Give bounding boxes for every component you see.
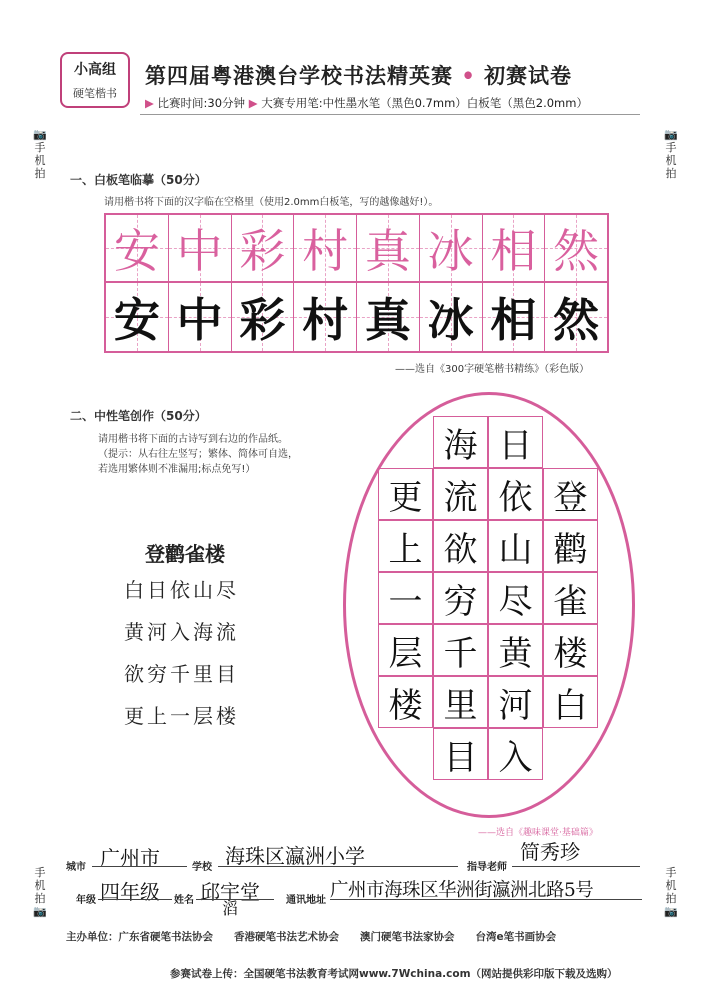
- title-main: 第四届粤港澳台学校书法精英赛: [145, 63, 453, 88]
- camera-label-left-top: [32, 128, 48, 180]
- grid-cell: 欲: [433, 520, 488, 572]
- grid-cell: 上: [378, 520, 433, 572]
- section2-instruction-3: 若选用繁体则不准漏用;标点免写!）: [98, 464, 256, 475]
- section2-instruction-1: 请用楷书将下面的古诗写到右边的作品纸。: [98, 434, 288, 445]
- model-cell: 冰: [419, 215, 482, 281]
- name-underline: [196, 899, 274, 900]
- grade-underline: [98, 899, 172, 900]
- header-divider: [140, 114, 640, 115]
- model-cell: 彩: [231, 215, 294, 281]
- grid-cell: 登: [543, 468, 598, 520]
- writing-row: [104, 283, 609, 353]
- model-cell: 然: [544, 215, 607, 281]
- grid-cell: 黄: [488, 624, 543, 676]
- grid-cell: 河: [488, 676, 543, 728]
- address-value[interactable]: 广州市海珠区华洲街瀛洲北路5号: [330, 880, 594, 901]
- camera-icon: 📷: [664, 905, 678, 918]
- grade-value[interactable]: 四年级: [100, 880, 160, 904]
- camera-icon: 📷: [33, 128, 47, 141]
- grid-cell: 依: [488, 468, 543, 520]
- exam-info: [145, 95, 588, 111]
- grid-cell: 入: [488, 728, 543, 780]
- poem-title: 登鹳雀楼: [145, 542, 225, 566]
- section2-heading: 二、中性笔创作（50分）: [70, 409, 207, 423]
- upload-notice: 参赛试卷上传：全国硬笔书法教育考试网www.7Wchina.com（网站提供彩印版下载及选购）: [170, 968, 618, 980]
- name-value-extra: 滔: [222, 899, 239, 918]
- writing-cell: 村: [293, 283, 356, 351]
- model-cell: 真: [356, 215, 419, 281]
- grid-cell: 尽: [488, 572, 543, 624]
- camera-text: 手机拍: [665, 866, 677, 905]
- grid-cell: 日: [488, 416, 543, 468]
- school-underline: [218, 866, 458, 867]
- poem-line: 白日依山尽: [124, 578, 239, 602]
- school-label: 学校: [192, 862, 212, 873]
- writing-cell: 彩: [231, 283, 294, 351]
- grid-cell: 鹳: [543, 520, 598, 572]
- city-value[interactable]: 广州市: [100, 846, 160, 870]
- organizers: 主办单位：广东省硬笔书法协会 香港硬笔书法艺术协会 澳门硬笔书法家协会 台湾e笔书画协会: [66, 931, 557, 943]
- camera-text: 手机拍: [34, 866, 46, 905]
- model-cell: 中: [168, 215, 231, 281]
- writing-cell: 相: [482, 283, 545, 351]
- section2-source: ——选自《趣味课堂·基础篇》: [478, 828, 598, 838]
- section1-instruction: 请用楷书将下面的汉字临在空格里（使用2.0mm白板笔，写的越像越好!）。: [104, 197, 439, 208]
- grade-label: 年级: [76, 895, 96, 906]
- section1-heading: 一、白板笔临摹（50分）: [70, 173, 207, 187]
- badge-group: 小高组: [74, 62, 116, 78]
- grid-cell: 穷: [433, 572, 488, 624]
- model-cell: 安: [106, 215, 168, 281]
- camera-icon: 📷: [33, 905, 47, 918]
- group-badge: [60, 52, 130, 108]
- grid-cell: 楼: [378, 676, 433, 728]
- grid-cell: 流: [433, 468, 488, 520]
- address-label: 通讯地址: [286, 895, 326, 906]
- model-cell: 相: [482, 215, 545, 281]
- writing-cell: 然: [544, 283, 607, 351]
- section1-source: ——选自《300字硬笔楷书精练》（彩色版）: [395, 364, 590, 375]
- city-label: 城市: [66, 862, 86, 873]
- camera-text: 手机拍: [665, 141, 677, 180]
- camera-label-right-bottom: [663, 866, 679, 918]
- grid-cell: 里: [433, 676, 488, 728]
- poem-line: 欲穷千里目: [124, 662, 239, 686]
- teacher-label: 指导老师: [467, 862, 507, 873]
- name-label: 姓名: [174, 895, 194, 906]
- school-value[interactable]: 海珠区瀛洲小学: [225, 844, 365, 868]
- title-tail: 初赛试卷: [484, 63, 573, 88]
- grid-cell: 楼: [543, 624, 598, 676]
- camera-label-left-bottom: [32, 866, 48, 918]
- section2-instruction-2: （提示：从右往左竖写；繁体、简体可自选，: [98, 449, 298, 460]
- camera-icon: 📷: [664, 128, 678, 141]
- grid-cell: 雀: [543, 572, 598, 624]
- exam-time: 比赛时间:30分钟: [157, 96, 246, 110]
- grid-cell: 目: [433, 728, 488, 780]
- grid-cell: 更: [378, 468, 433, 520]
- model-row: [104, 213, 609, 283]
- badge-category: 硬笔楷书: [73, 87, 117, 100]
- teacher-value[interactable]: 简秀珍: [520, 840, 580, 864]
- writing-cell: 冰: [419, 283, 482, 351]
- grid-cell: 山: [488, 520, 543, 572]
- grid-cell: 海: [433, 416, 488, 468]
- bullet-icon: ▶: [248, 96, 258, 110]
- exam-pens: 大赛专用笔:中性墨水笔（黑色0.7mm）白板笔（黑色2.0mm）: [261, 96, 588, 110]
- writing-cell: 中: [168, 283, 231, 351]
- camera-text: 手机拍: [34, 141, 46, 180]
- paper-title: [145, 60, 572, 90]
- grid-cell: 千: [433, 624, 488, 676]
- grid-cell: 白: [543, 676, 598, 728]
- writing-cell: 安: [106, 283, 168, 351]
- title-dot: •: [461, 63, 476, 88]
- teacher-underline: [512, 866, 640, 867]
- camera-label-right-top: [663, 128, 679, 180]
- address-underline: [330, 899, 642, 900]
- model-cell: 村: [293, 215, 356, 281]
- city-underline: [92, 866, 187, 867]
- writing-cell: 真: [356, 283, 419, 351]
- name-value[interactable]: 邱宇堂: [200, 880, 260, 904]
- bullet-icon: ▶: [145, 96, 154, 110]
- poem-line: 更上一层楼: [124, 704, 239, 728]
- grid-cell: 层: [378, 624, 433, 676]
- poem-line: 黄河入海流: [124, 620, 239, 644]
- grid-cell: 一: [378, 572, 433, 624]
